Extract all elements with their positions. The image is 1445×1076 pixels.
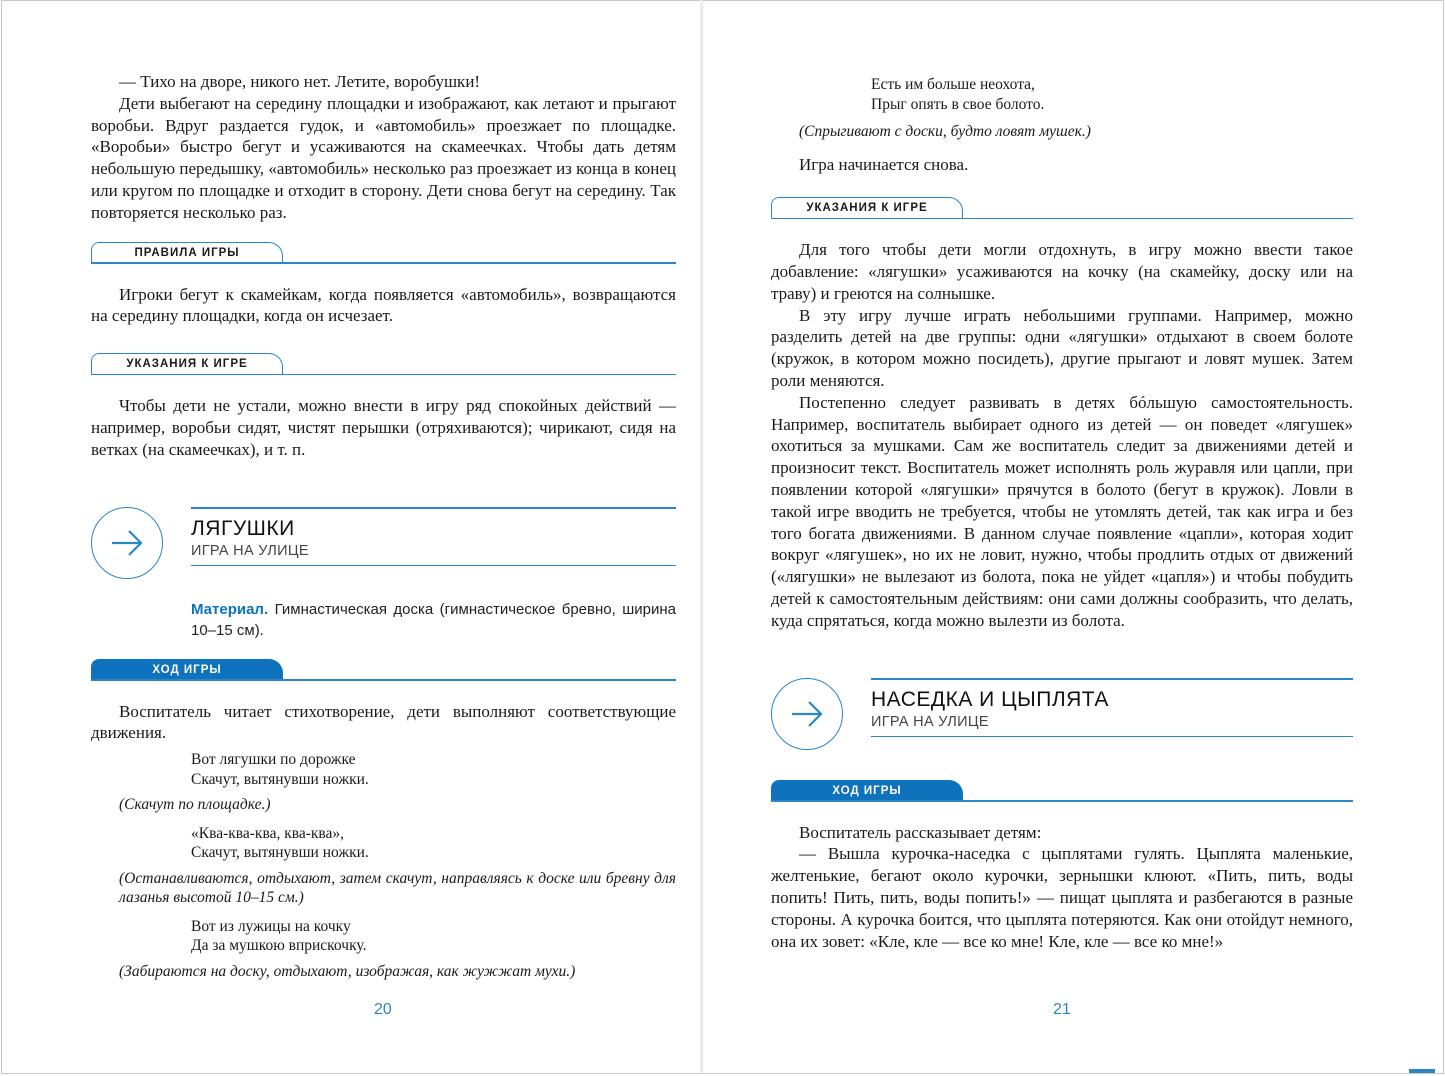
- stage-direction: (Скачут по площадке.): [119, 796, 271, 814]
- divider: [871, 678, 1353, 680]
- paragraph: Чтобы дети не устали, можно внести в игру ряд спокойных действий — например, воробьи сидят, чистят перышки (отряхиваются); чирикают, сидя на ветках (на скамеечках), и т. п.: [91, 396, 676, 459]
- verse-line: Скачут, вытянувши ножки.: [191, 770, 369, 788]
- verse-line: Вот из лужицы на кочку: [191, 917, 351, 935]
- stage-direction: (Забираются на доску, отдыхают, изображая, как жужжат мухи.): [119, 962, 576, 980]
- verse: [191, 750, 676, 789]
- paragraph: Постепенно следует развивать в детях бóльшую самостоятельность. Например, воспитатель выбирает одного из детей — он поведет «лягушек» охотиться за мушками. Сам же воспитатель следит за движениями детей и произносит текст. Воспитатель может исполнять роль журавля или цапли, при появлении которой «лягушки» прячутся в болото (бегут в кружок). Ловли в такой игре вводить не требуется, чтобы не утомлять детей, так как игра и без того богата движениями. В данном случае появление «цапли», которая ходит вокруг «лягушек», но их не ловит, нужно, чтобы продлить отдых от движений («лягушки» не вылезают из болота, пока не уйдет «цапля») и чтобы побудить детей к самостоятельным действиям: они сами должны сообразить, что делать, куда спрятаться, когда можно вылезти из болота.: [771, 392, 1353, 630]
- verse-line: Да за мушкою вприскочку.: [191, 937, 367, 955]
- verse-line: Есть им больше неохота,: [871, 76, 1035, 93]
- divider: [91, 679, 676, 681]
- section-header-tips: [771, 197, 1353, 219]
- paragraph: Для того чтобы дети могли отдохнуть, в игру можно ввести такое добавление: «лягушки» усаживаются на кочку (на скамейку, доску или на траву) и греются на солнышке.: [771, 240, 1353, 303]
- verse-line: Вот лягушки по дорожке: [191, 751, 356, 769]
- verse: [191, 917, 676, 956]
- paragraph: Игроки бегут к скамейкам, когда появляется «автомобиль», возвращаются на середину площадки, когда он исчезает.: [91, 284, 676, 326]
- verse: [871, 75, 1353, 114]
- verse-line: Скачут, вытянувши ножки.: [191, 844, 369, 862]
- divider: [191, 507, 676, 509]
- section-header-course: [771, 780, 1353, 802]
- section-header-rules: [91, 242, 676, 264]
- material-note: [191, 599, 676, 641]
- section-header-course: [91, 659, 676, 681]
- divider: [771, 218, 1353, 220]
- arrow-circle-icon: [91, 507, 163, 579]
- game-subtitle: ИГРА НА УЛИЦЕ: [191, 542, 309, 559]
- page-number: 20: [374, 1001, 392, 1018]
- section-header-label: УКАЗАНИЯ К ИГРЕ: [91, 353, 283, 374]
- paragraph: В эту игру лучше играть небольшими группами. Например, можно разделить детей на две группы: одни «лягушки» отдыхают в своем болоте (кружок, в котором можно посидеть), другие прыгают и ловят мушек. Затем роли меняются.: [771, 305, 1353, 391]
- verse-line: «Ква-ква-ква, ква-ква»,: [191, 824, 345, 842]
- paragraph: — Вышла курочка-наседка с цыплятами гулять. Цыплята маленькие, желтенькие, бегают около курочки, зернышки клюют. «Пить, пить, воды попить! Пить, пить, воды попить!» — пищат цыплята и разбегаются в разные стороны. А курочка боится, что цыплята потеряются. Как они отойдут немного, она их зовет: «Кле, кле — все ко мне! Кле, кле — все ко мне!»: [771, 844, 1353, 951]
- stage-direction: (Останавливаются, отдыхают, затем скачут, направляясь к доске или бревну для лазанья высотой 10–15 см.): [119, 869, 676, 907]
- divider: [91, 374, 676, 376]
- page-edge-marker: [1409, 1069, 1435, 1073]
- verse: [191, 824, 676, 863]
- left-page-column: [91, 71, 676, 990]
- paragraph: Игра начинается снова.: [799, 154, 969, 174]
- paragraph: Воспитатель читает стихотворение, дети выполняют соответствующие движения.: [91, 701, 676, 743]
- divider: [191, 565, 676, 567]
- game-heading: [91, 507, 676, 583]
- paragraph: Дети выбегают на середину площадки и изображают, как летают и прыгают воробьи. Вдруг раздается гудок, и «автомобиль» проезжает по площадке. «Воробьи» быстро бегут и усаживаются на скамеечках. Чтобы дать детям небольшую передышку, «автомобиль» несколько раз проезжает из конца в конец или кругом по площадке и отходит в сторону. Дети снова бегут на середину. Так повторяется несколько раз.: [91, 93, 676, 222]
- verse-line: Прыг опять в свое болото.: [871, 95, 1045, 113]
- right-page: [702, 0, 1444, 1074]
- paragraph: — Тихо на дворе, никого нет. Летите, воробушки!: [119, 72, 481, 91]
- game-title: ЛЯГУШКИ: [191, 516, 295, 540]
- left-page: [1, 0, 702, 1074]
- section-header-label: ПРАВИЛА ИГРЫ: [91, 242, 283, 263]
- page-number: 21: [1053, 1001, 1071, 1018]
- arrow-circle-icon: [771, 678, 843, 750]
- game-subtitle: ИГРА НА УЛИЦЕ: [871, 713, 989, 730]
- material-text: Гимнастическая доска (гимнастическое бревно, ширина 10–15 см).: [191, 600, 676, 639]
- section-header-label: ХОД ИГРЫ: [91, 659, 283, 680]
- section-header-tips: [91, 353, 676, 375]
- section-header-label: УКАЗАНИЯ К ИГРЕ: [771, 197, 963, 218]
- stage-direction: (Спрыгивают с доски, будто ловят мушек.): [799, 123, 1091, 140]
- divider: [871, 736, 1353, 738]
- game-title: НАСЕДКА И ЦЫПЛЯТА: [871, 687, 1109, 711]
- material-label: Материал.: [191, 600, 269, 618]
- paragraph: Воспитатель рассказывает детям:: [799, 822, 1042, 842]
- divider: [91, 262, 676, 264]
- divider: [771, 800, 1353, 802]
- section-header-label: ХОД ИГРЫ: [771, 780, 963, 801]
- game-heading: [771, 678, 1353, 754]
- right-page-column: [771, 71, 1353, 952]
